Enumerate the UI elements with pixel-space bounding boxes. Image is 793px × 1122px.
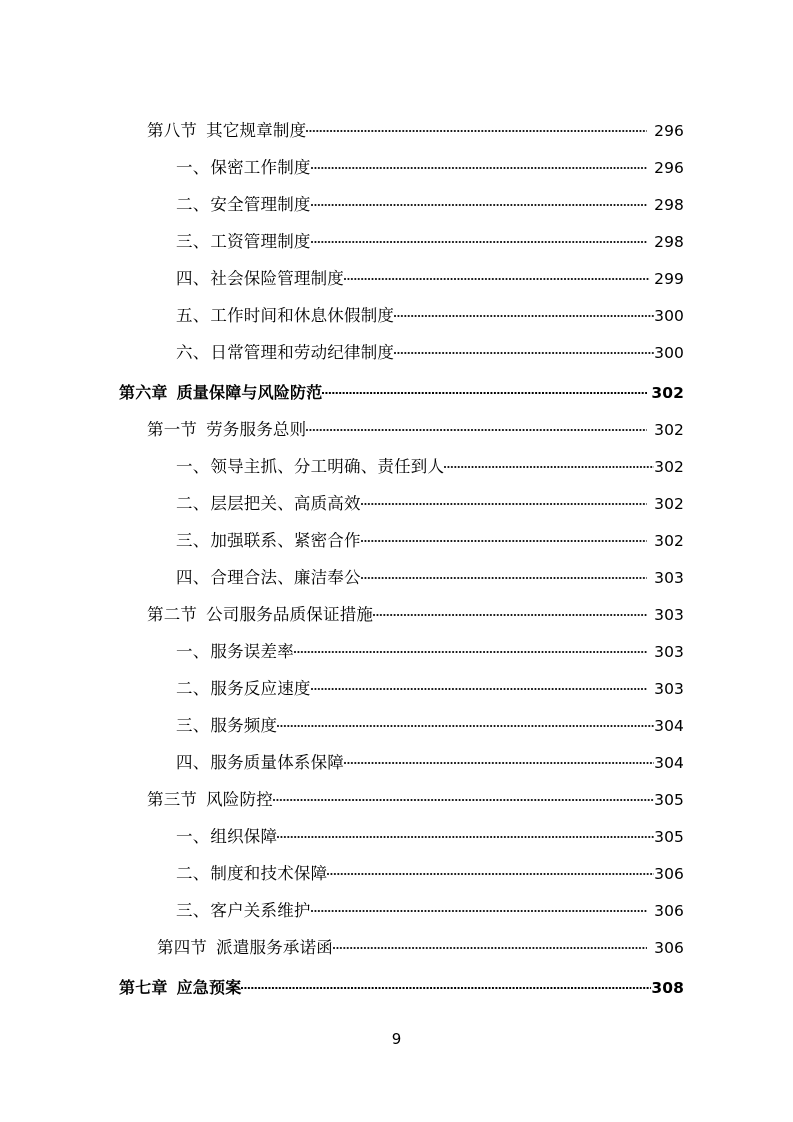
toc-dot-leader: [394, 305, 654, 322]
toc-dot-leader: [241, 977, 651, 993]
toc-entry-marker: 二、: [176, 494, 210, 513]
toc-entry-section[interactable]: [119, 596, 684, 633]
toc-dot-leader: [311, 231, 648, 248]
toc-dot-leader: [327, 863, 654, 880]
toc-entry-page-number: 302: [651, 384, 684, 402]
toc-entry-page-number: 305: [654, 791, 684, 809]
toc-entry-page-number: 306: [654, 939, 684, 957]
toc-entry-marker: 第七章: [119, 978, 168, 997]
toc-entry-item[interactable]: [119, 260, 684, 297]
toc-entry-marker: 第二节: [147, 605, 198, 624]
toc-entry-label: [176, 334, 394, 371]
toc-entry-item[interactable]: [119, 818, 684, 855]
toc-entry-page-number: 300: [654, 307, 684, 325]
toc-entry-section[interactable]: [119, 112, 684, 149]
toc-entry-item[interactable]: [119, 707, 684, 744]
toc-entry-section[interactable]: [119, 929, 684, 966]
toc-entry-page-number: 304: [654, 717, 684, 735]
toc-entry-title: 服务反应速度: [210, 679, 311, 698]
toc-dot-leader: [311, 900, 648, 917]
toc-entry-title: 服务误差率: [210, 642, 294, 661]
toc-dot-leader: [394, 342, 654, 359]
toc-entry-page-number: 296: [654, 159, 684, 177]
toc-entry-title: 公司服务品质保证措施: [206, 605, 374, 624]
toc-entry-marker: 四、: [176, 269, 210, 288]
toc-entry-page-number: 303: [654, 643, 684, 661]
toc-entry-page-number: 302: [654, 458, 684, 476]
toc-dot-leader: [322, 382, 647, 398]
toc-entry-marker: 第三节: [147, 790, 198, 809]
toc-entry-marker: 五、: [176, 306, 210, 325]
toc-entry-marker: 一、: [176, 457, 210, 476]
toc-entry-chapter[interactable]: [119, 374, 684, 411]
footer-page-number: 9: [391, 1030, 402, 1048]
toc-dot-leader: [311, 194, 648, 211]
toc-entry-page-number: 304: [654, 754, 684, 772]
toc-entry-marker: 第一节: [147, 420, 198, 439]
toc-entry-marker: 三、: [176, 901, 210, 920]
toc-entry-page-number: 303: [654, 680, 684, 698]
toc-entry-page-number: 296: [654, 122, 684, 140]
toc-entry-page-number: 302: [654, 532, 684, 550]
toc-entry-marker: 六、: [176, 343, 210, 362]
toc-entry-title: 组织保障: [210, 827, 278, 846]
toc-entry-item[interactable]: [119, 744, 684, 781]
toc-entry-marker: 三、: [176, 531, 210, 550]
toc-entry-marker: 二、: [176, 195, 210, 214]
toc-entry-page-number: 298: [654, 233, 684, 251]
toc-entry-label: [176, 448, 444, 485]
toc-entry-section[interactable]: [119, 411, 684, 448]
toc-dot-leader: [344, 752, 654, 769]
toc-entry-title: 领导主抓、分工明确、责任到人: [210, 457, 445, 476]
toc-dot-leader: [373, 604, 647, 621]
toc-entry-item[interactable]: [119, 892, 684, 929]
toc-entry-item[interactable]: [119, 297, 684, 334]
toc-entry-title: 工作时间和休息休假制度: [210, 306, 395, 325]
toc-entry-marker: 四、: [176, 753, 210, 772]
toc-dot-leader: [444, 456, 654, 473]
toc-entry-title: 工资管理制度: [210, 232, 311, 251]
toc-dot-leader: [277, 826, 654, 843]
toc-entry-title: 合理合法、廉洁奉公: [210, 568, 361, 587]
toc-entry-page-number: 303: [654, 606, 684, 624]
toc-entry-item[interactable]: [119, 855, 684, 892]
table-of-contents: [119, 112, 684, 1006]
toc-entry-page-number: 306: [654, 865, 684, 883]
toc-entry-title: 保密工作制度: [210, 158, 311, 177]
toc-entry-item[interactable]: [119, 522, 684, 559]
toc-dot-leader: [273, 789, 654, 806]
toc-entry-item[interactable]: [119, 149, 684, 186]
toc-entry-page-number: 302: [654, 421, 684, 439]
toc-entry-marker: 第八节: [147, 121, 198, 140]
toc-entry-title: 客户关系维护: [210, 901, 311, 920]
toc-entry-label: [176, 186, 311, 223]
toc-entry-item[interactable]: [119, 448, 684, 485]
toc-entry-label: [176, 149, 311, 186]
toc-entry-title: 服务频度: [210, 716, 278, 735]
toc-dot-leader: [344, 268, 650, 285]
toc-entry-label: [176, 633, 294, 670]
toc-entry-label: [147, 596, 373, 633]
toc-entry-marker: 二、: [176, 679, 210, 698]
toc-entry-page-number: 299: [654, 270, 684, 288]
toc-entry-marker: 四、: [176, 568, 210, 587]
toc-entry-page-number: 298: [654, 196, 684, 214]
toc-entry-page-number: 306: [654, 902, 684, 920]
toc-entry-marker: 三、: [176, 716, 210, 735]
toc-entry-item[interactable]: [119, 334, 684, 371]
toc-entry-page-number: 303: [654, 569, 684, 587]
toc-entry-label: [176, 297, 394, 334]
toc-entry-title: 劳务服务总则: [206, 420, 307, 439]
toc-entry-page-number: 308: [651, 979, 684, 997]
toc-dot-leader: [277, 715, 654, 732]
toc-entry-label: [176, 522, 361, 559]
toc-entry-title: 质量保障与风险防范: [176, 383, 323, 402]
toc-entry-label: [176, 223, 311, 260]
toc-dot-leader: [311, 157, 648, 174]
toc-entry-label: [176, 855, 327, 892]
toc-dot-leader: [311, 678, 648, 695]
toc-entry-label: [176, 485, 361, 522]
toc-entry-label: [176, 670, 311, 707]
toc-entry-title: 加强联系、紧密合作: [210, 531, 361, 550]
toc-entry-marker: 一、: [176, 642, 210, 661]
toc-entry-marker: 第四节: [157, 938, 208, 957]
toc-entry-item[interactable]: [119, 485, 684, 522]
toc-dot-leader: [361, 567, 647, 584]
toc-entry-title: 派遣服务承诺函: [216, 938, 334, 957]
toc-entry-chapter[interactable]: [119, 969, 684, 1006]
toc-entry-title: 风险防控: [206, 790, 273, 809]
toc-entry-label: [176, 892, 311, 929]
toc-entry-title: 其它规章制度: [206, 121, 307, 140]
toc-dot-leader: [306, 120, 647, 137]
toc-entry-title: 日常管理和劳动纪律制度: [210, 343, 395, 362]
toc-entry-title: 社会保险管理制度: [210, 269, 345, 288]
toc-entry-marker: 第六章: [119, 383, 168, 402]
toc-entry-item[interactable]: [119, 633, 684, 670]
toc-entry-label: [176, 707, 277, 744]
toc-entry-page-number: 300: [654, 344, 684, 362]
toc-entry-label: [176, 818, 277, 855]
toc-dot-leader: [361, 493, 647, 510]
toc-entry-label: [176, 559, 361, 596]
toc-dot-leader: [294, 641, 647, 658]
toc-dot-leader: [361, 530, 647, 547]
toc-entry-title: 应急预案: [176, 978, 242, 997]
toc-entry-title: 安全管理制度: [210, 195, 311, 214]
toc-dot-leader: [333, 937, 647, 954]
toc-entry-title: 层层把关、高质高效: [210, 494, 361, 513]
toc-entry-page-number: 305: [654, 828, 684, 846]
toc-entry-label: [147, 112, 306, 149]
toc-entry-label: [176, 744, 344, 781]
toc-entry-item[interactable]: [119, 223, 684, 260]
toc-entry-marker: 三、: [176, 232, 210, 251]
toc-entry-label: [147, 781, 273, 818]
toc-entry-page-number: 302: [654, 495, 684, 513]
toc-entry-section[interactable]: [119, 781, 684, 818]
toc-dot-leader: [306, 419, 647, 436]
toc-entry-title: 服务质量体系保障: [210, 753, 345, 772]
toc-entry-label: [119, 374, 322, 411]
toc-entry-marker: 一、: [176, 158, 210, 177]
toc-entry-label: [176, 260, 344, 297]
toc-entry-marker: 二、: [176, 864, 210, 883]
toc-entry-label: [147, 411, 306, 448]
toc-entry-label: [157, 929, 333, 966]
toc-entry-item[interactable]: [119, 186, 684, 223]
toc-entry-marker: 一、: [176, 827, 210, 846]
toc-entry-label: [119, 969, 241, 1006]
toc-entry-item[interactable]: [119, 670, 684, 707]
toc-entry-item[interactable]: [119, 559, 684, 596]
toc-entry-title: 制度和技术保障: [210, 864, 328, 883]
